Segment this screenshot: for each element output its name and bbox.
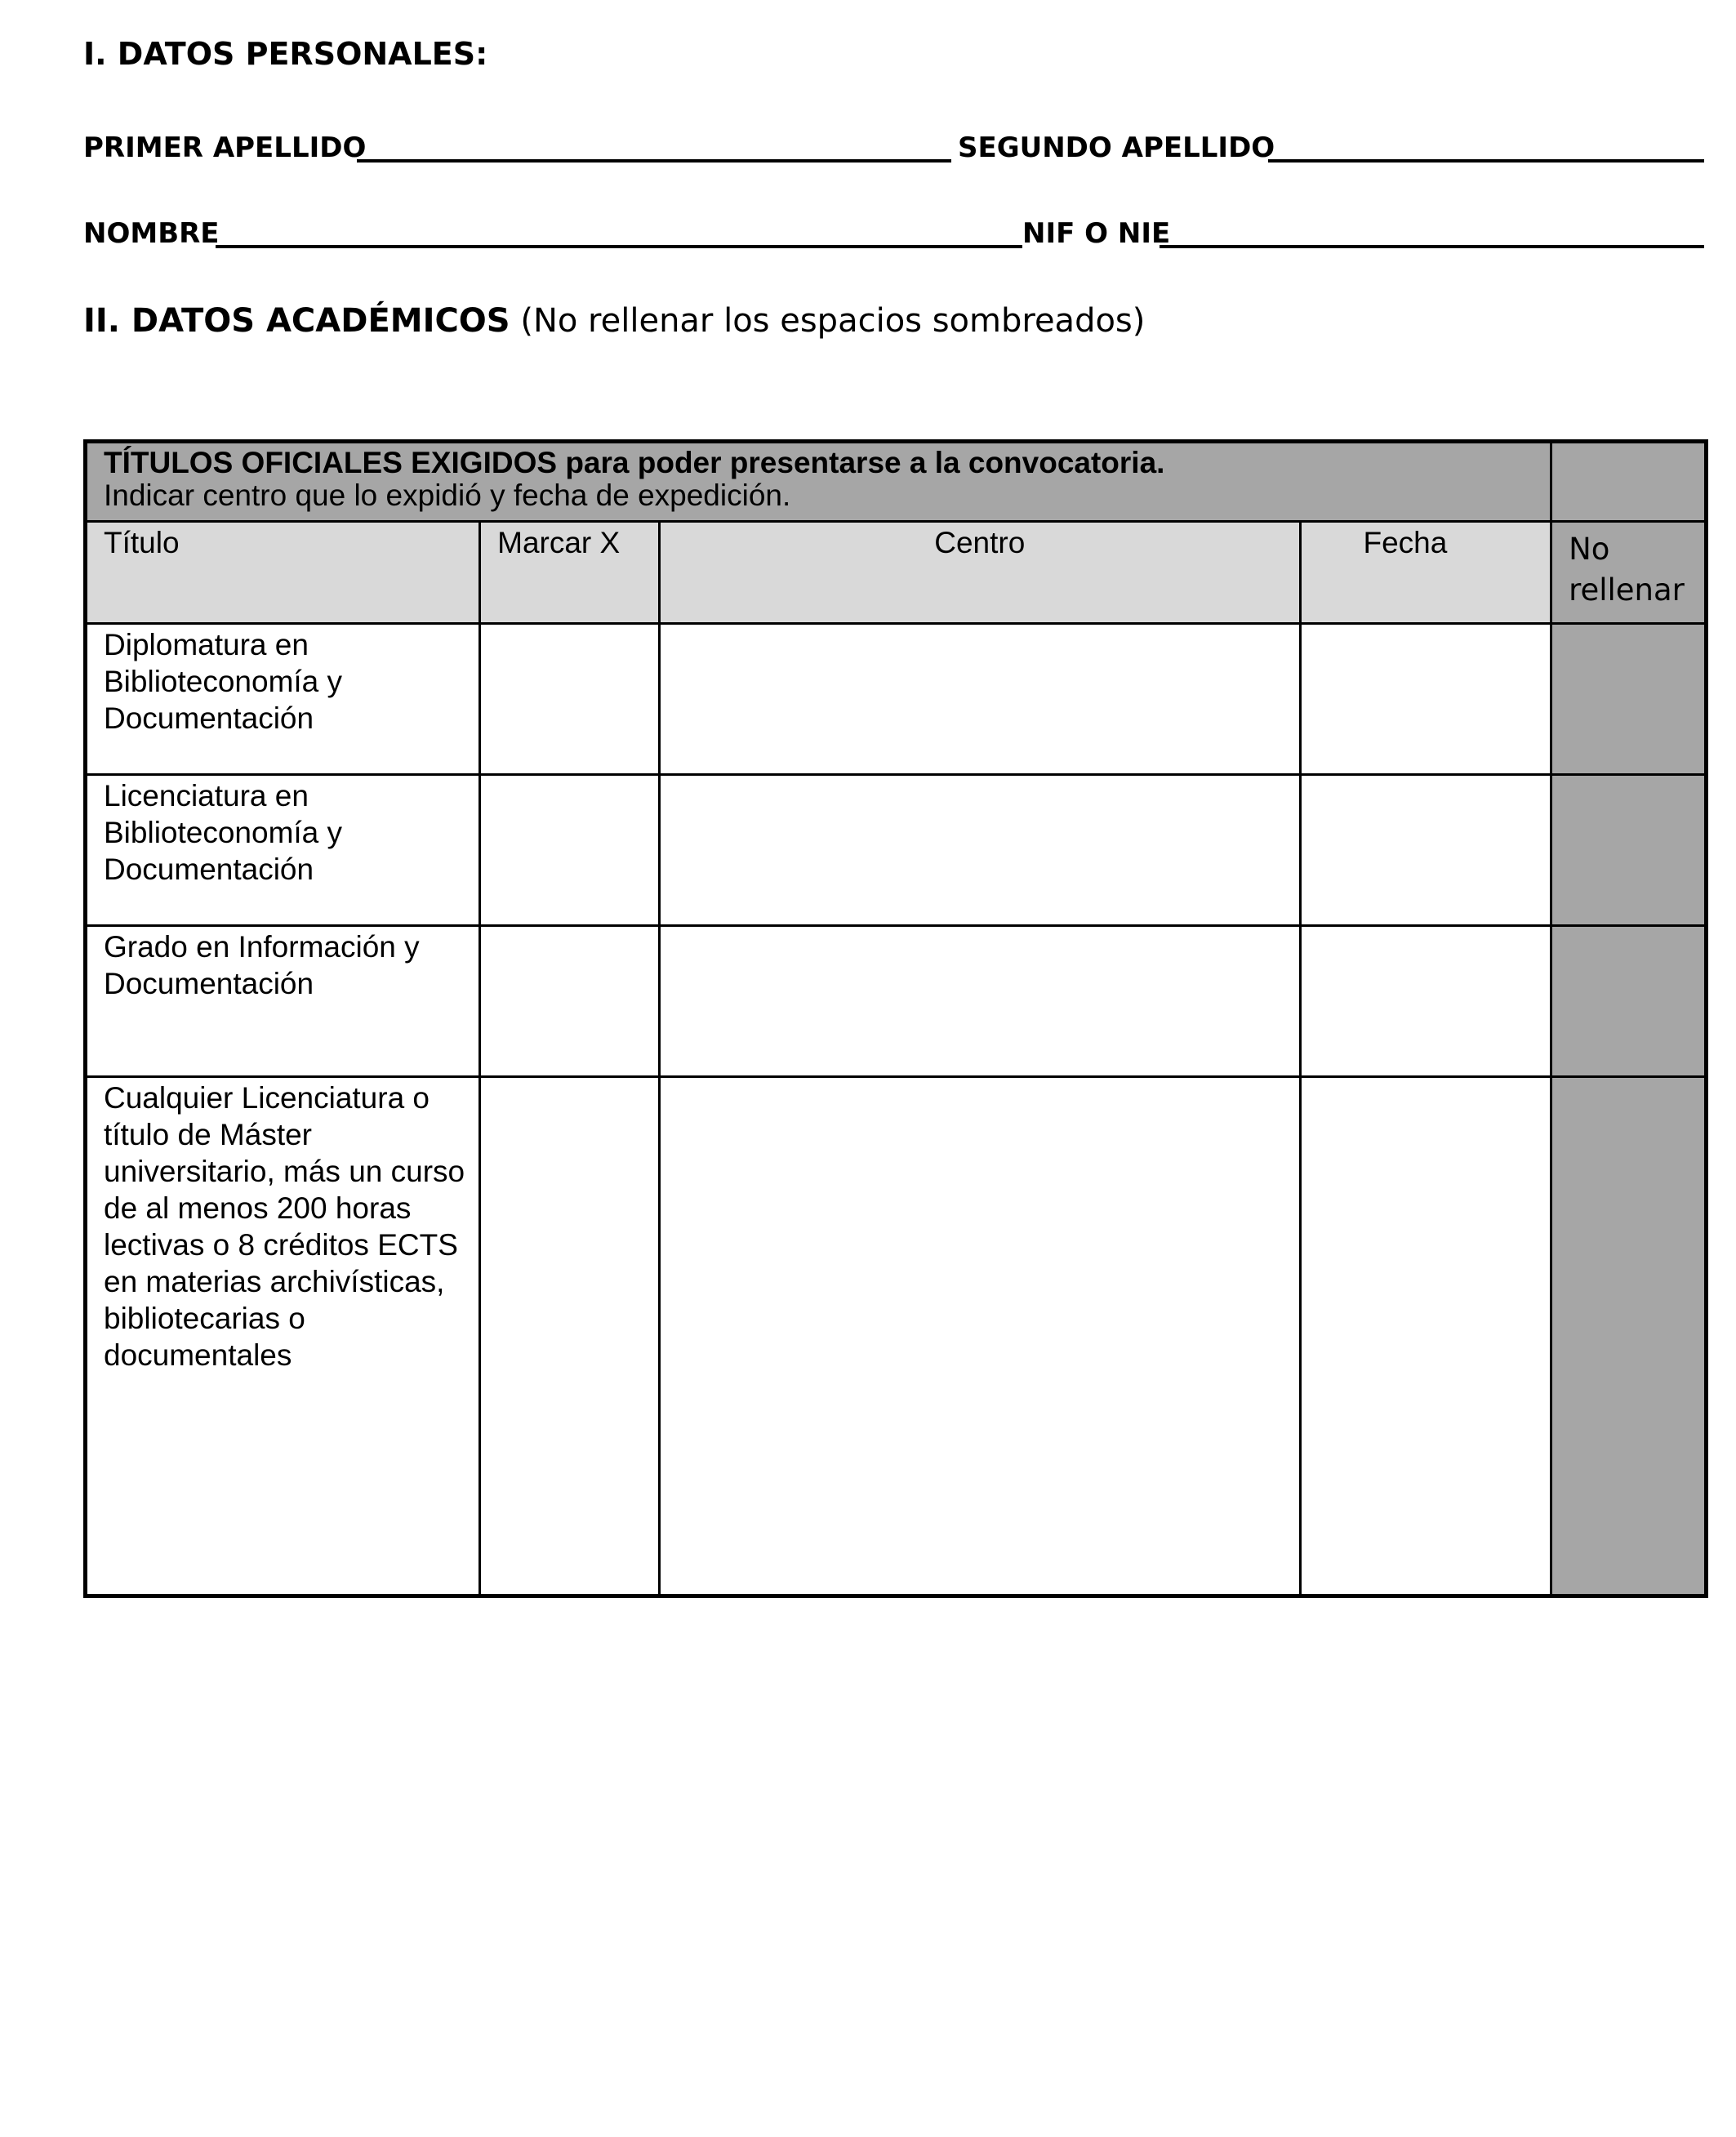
nif-nie-blank[interactable] [1160,245,1704,248]
row-fecha-cell[interactable] [1300,775,1551,926]
row-fecha-cell[interactable] [1300,1077,1551,1596]
nif-nie-label: NIF O NIE [1022,217,1171,250]
row-no-rellenar-cell [1551,926,1707,1077]
segundo-apellido-blank[interactable] [1268,159,1704,163]
row-marcar-cell[interactable] [480,775,660,926]
table-banner-subtitle: Indicar centro que lo expidió y fecha de expedición. [104,479,791,512]
col-header-fecha: Fecha [1300,522,1551,624]
row-centro-cell[interactable] [659,775,1300,926]
row-fecha-cell[interactable] [1300,926,1551,1077]
table-banner-row [86,442,1707,522]
name-line [83,214,1704,255]
row-centro-cell[interactable] [659,926,1300,1077]
section-academic-note: (No rellenar los espacios sombreados) [510,302,1146,340]
surnames-line [83,128,1704,169]
nombre-field[interactable] [83,214,1022,255]
table-row [86,775,1707,926]
table-banner-title: TÍTULOS OFICIALES EXIGIDOS para poder presentarse a la convocatoria. [104,446,1165,479]
row-no-rellenar-cell [1551,624,1707,775]
row-centro-cell[interactable] [659,624,1300,775]
primer-apellido-label: PRIMER APELLIDO [83,131,367,164]
section-academic-title: II. DATOS ACADÉMICOS [83,302,510,340]
col-header-centro: Centro [659,522,1300,624]
banner-shaded-cell [1551,442,1707,522]
row-titulo-diplomatura: Diplomatura en Biblioteconomía y Documentación [86,624,480,775]
row-centro-cell[interactable] [659,1077,1300,1596]
section-academic-heading [83,302,1145,340]
table-header-row [86,522,1707,624]
row-titulo-licenciatura: Licenciatura en Biblioteconomía y Documentación [86,775,480,926]
row-titulo-cualquier: Cualquier Licenciatura o título de Máster universitario, más un curso de al menos 200 horas lectivas o 8 créditos ECTS en materias archivísticas, bibliotecarias o documentales [86,1077,480,1596]
table-row [86,624,1707,775]
col-header-titulo: Título [86,522,480,624]
col-header-marcar: Marcar X [480,522,660,624]
row-marcar-cell[interactable] [480,1077,660,1596]
table-row [86,926,1707,1077]
table-row [86,1077,1707,1596]
nombre-label: NOMBRE [83,217,220,250]
row-titulo-grado: Grado en Información y Documentación [86,926,480,1077]
primer-apellido-field[interactable] [83,128,951,169]
row-marcar-cell[interactable] [480,926,660,1077]
col-header-no-rellenar: No rellenar [1551,522,1707,624]
row-no-rellenar-cell [1551,1077,1707,1596]
segundo-apellido-field[interactable] [958,128,1704,169]
segundo-apellido-label: SEGUNDO APELLIDO [958,131,1275,164]
nif-nie-field[interactable] [1022,214,1704,255]
table-banner [86,442,1551,522]
section-personal-heading: I. DATOS PERSONALES: [83,36,488,72]
nombre-blank[interactable] [216,245,1022,248]
row-no-rellenar-cell [1551,775,1707,926]
row-fecha-cell[interactable] [1300,624,1551,775]
academic-titles-table [83,439,1708,1598]
primer-apellido-blank[interactable] [357,159,951,163]
row-marcar-cell[interactable] [480,624,660,775]
